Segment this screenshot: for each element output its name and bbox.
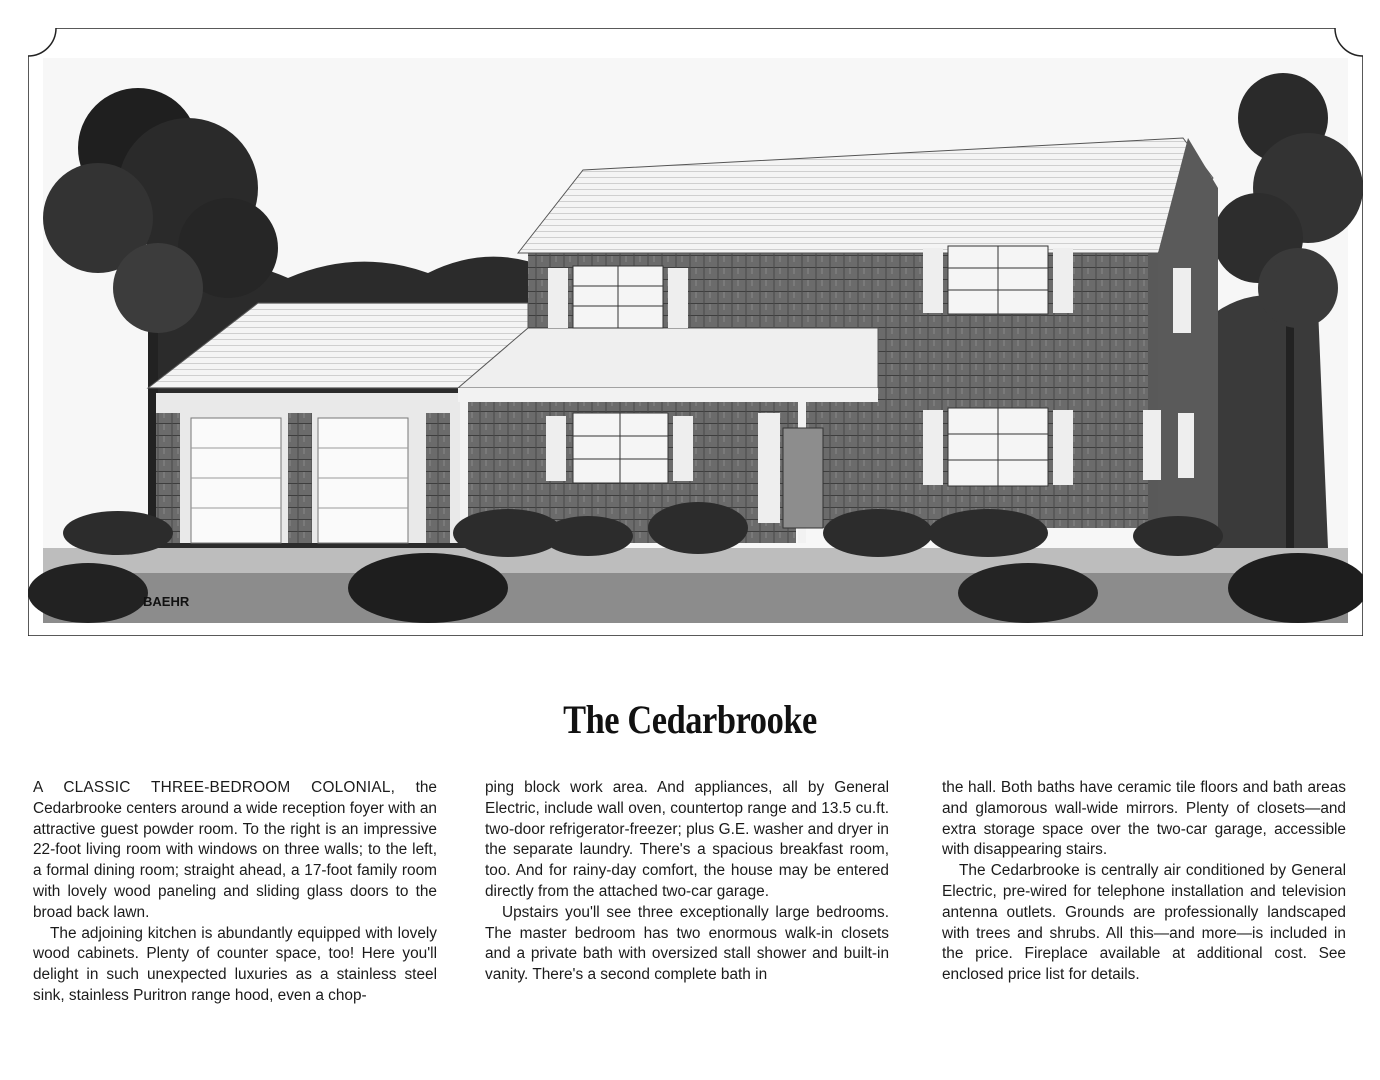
paragraph: The adjoining kitchen is abundantly equipped with lovely wood cabinets. Plenty of counter space, too! Here you'll delight in such unexpected luxuries as a stainless steel sink, stainless Puritron range hood, even a chop-: [33, 924, 437, 1004]
lead-text: A CLASSIC THREE-BEDROOM COLONIAL,: [33, 779, 396, 796]
text-column-2: [485, 778, 889, 986]
paragraph: ping block work area. And appliances, all by General Electric, include wall oven, countertop range and 13.5 cu.ft. two-door refrigerator-freezer; plus G.E. washer and dryer in the separate laundry. There's a spacious breakfast room, too. And for rainy-day comfort, the house may be entered directly from the attached two-car garage.: [485, 779, 889, 900]
page-title: The Cedarbrooke: [563, 697, 817, 742]
paragraph: the hall. Both baths have ceramic tile floors and bath areas and glamorous wall-wide mirrors. Plenty of closets—and extra storage space over the two-car garage, accessible with disappearing stairs.: [942, 779, 1346, 859]
house-illustration-svg: [28, 28, 1363, 636]
window-icon: [1173, 268, 1191, 333]
paragraph: Upstairs you'll see three exceptionally large bedrooms. The master bedroom has two enormous walk-in closets and a private bath with oversized stall shower and built-in vanity. There's a second complete bath in: [485, 903, 889, 984]
door-icon: [758, 413, 823, 528]
paragraph-text: the Cedarbrooke centers around a wide reception foyer with an attractive guest powder room. To the right is an impressive 22-foot living room with windows on three walls; to the left, a formal dining room; straight ahead, a 17-foot family room with lovely wood paneling and sliding glass doors to the broad back lawn.: [33, 779, 437, 921]
paragraph: [33, 778, 437, 924]
text-column-3: [942, 778, 1346, 986]
signature: BAEHR: [143, 594, 190, 609]
text-column-1: [33, 778, 437, 1007]
paragraph: The Cedarbrooke is centrally air conditioned by General Electric, pre-wired for telephone installation and television antenna outlets. Grounds are professionally landscaped with trees and shrubs. All this—and more—is included in the price. Fireplace available at additional cost. See enclosed price list for details.: [942, 862, 1346, 984]
house-illustration: [28, 28, 1363, 636]
